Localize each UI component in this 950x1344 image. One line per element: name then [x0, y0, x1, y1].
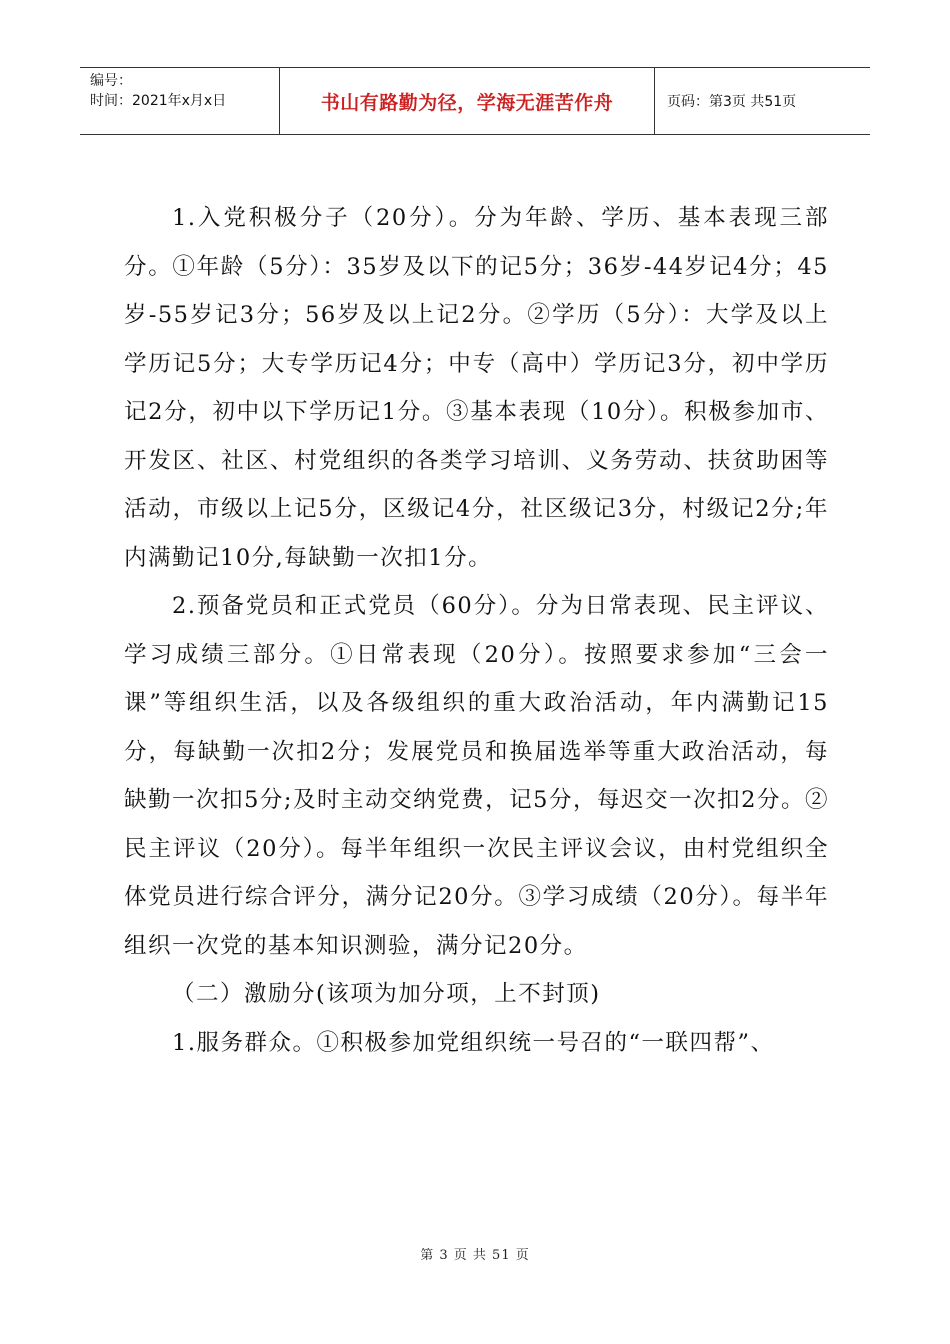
document-date-label: 时间：2021年x月x日: [90, 93, 227, 109]
header-page-info: 页码：第3页 共51页: [667, 94, 797, 110]
paragraph-activist-scoring: 1.入党积极分子（20分）。分为年龄、学历、基本表现三部分。①年龄（5分）：35岁及以下的记5分；36岁-44岁记4分；45岁-55岁记3分；56岁及以上记2分。②学历（5分）：大学及以上学历记5分；大专学历记4分；中专（高中）学历记3分，初中学历记2分，初中以下学历记1分。③基本表现（10分）。积极参加市、开发区、社区、村党组织的各类学习培训、义务劳动、扶贫助困等活动，市级以上记5分，区级记4分，社区级记3分，村级记2分;年内满勤记10分,每缺勤一次扣1分。: [124, 205, 829, 571]
section-heading-incentive: （二）激励分(该项为加分项，上不封顶): [172, 981, 601, 1007]
paragraph-member-scoring: 2.预备党员和正式党员（60分）。分为日常表现、民主评议、学习成绩三部分。①日常表现（20分）。按照要求参加“三会一课”等组织生活，以及各级组织的重大政治活动，年内满勤记15分，每缺勤一次扣2分；发展党员和换届选举等重大政治活动，每缺勤一次扣5分;及时主动交纳党费，记5分，每迟交一次扣2分。②民主评议（20分）。每半年组织一次民主评议会议，由村党组织全体党员进行综合评分，满分记20分。③学习成绩（20分）。每半年组织一次党的基本知识测验，满分记20分。: [124, 593, 829, 959]
page-header: [80, 67, 870, 135]
document-number-label: 编号：: [90, 73, 132, 89]
document-body: [124, 194, 829, 1067]
paragraph-serve-masses: 1.服务群众。①积极参加党组织统一号召的“一联四帮”、: [172, 1029, 775, 1056]
header-meta: [80, 68, 280, 134]
header-motto: 书山有路勤为径，学海无涯苦作舟: [280, 68, 655, 134]
page-footer: 第 3 页 共 51 页: [420, 1248, 530, 1263]
